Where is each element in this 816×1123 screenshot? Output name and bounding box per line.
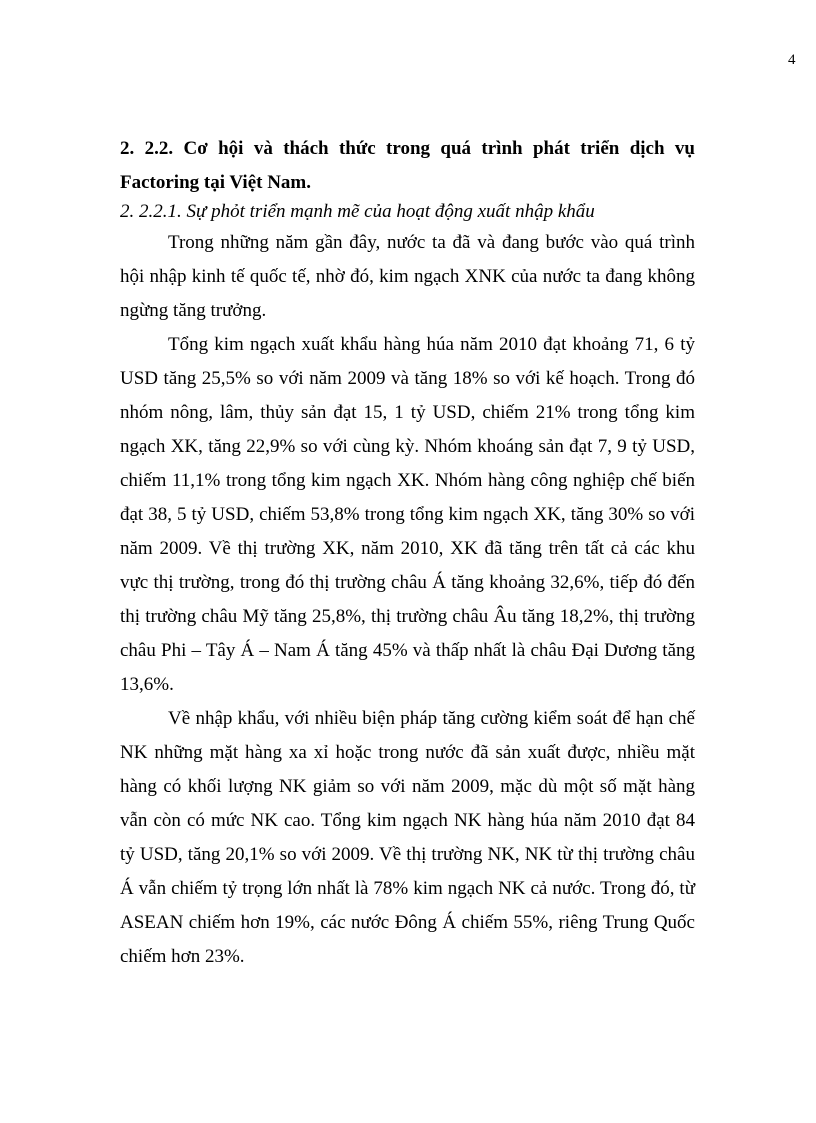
paragraph-imports: Về nhập khẩu, với nhiều biện pháp tăng cường kiểm soát để hạn chế NK những mặt hàng xa xỉ hoặc trong nước đã sản xuất được, nhiều mặt hàng có khối lượng NK giảm so với năm 2009, mặc dù một số mặt hàng vẫn còn có mức NK cao. Tổng kim ngạch NK hàng húa năm 2010 đạt 84 tỷ USD, tăng 20,1% so với 2009. Về thị trường NK, NK từ thị trường châu Á vẫn chiếm tỷ trọng lớn nhất là 78% kim ngạch NK cả nước. Trong đó, từ ASEAN chiếm hơn 19%, các nước Đông Á chiếm 55%, riêng Trung Quốc chiếm hơn 23%.: [120, 708, 695, 967]
paragraph-exports: Tổng kim ngạch xuất khẩu hàng húa năm 2010 đạt khoảng 71, 6 tỷ USD tăng 25,5% so với năm 2009 và tăng 18% so với kế hoạch. Trong đó nhóm nông, lâm, thủy sản đạt 15, 1 tỷ USD, chiếm 21% trong tổng kim ngạch XK, tăng 22,9% so với cùng kỳ. Nhóm khoáng sản đạt 7, 9 tỷ USD, chiếm 11,1% trong tổng kim ngạch XK. Nhóm hàng công nghiệp chế biến đạt 38, 5 tỷ USD, chiếm 53,8% trong tổng kim ngạch XK, tăng 30% so với năm 2009. Về thị trường XK, năm 2010, XK đã tăng trên tất cả các khu vực thị trường, trong đó thị trường châu Á tăng khoảng 32,6%, tiếp đó đến thị trường châu Mỹ tăng 25,8%, thị trường châu Âu tăng 18,2%, thị trường châu Phi – Tây Á – Nam Á tăng 45% và thấp nhất là châu Đại Dương tăng 13,6%.: [120, 334, 695, 695]
subsection-heading: 2. 2.2.1. Sự phỏt triển mạnh mẽ của hoạt động xuất nhập khẩu: [120, 201, 595, 222]
paragraph-integration: Trong những năm gần đây, nước ta đã và đang bước vào quá trình hội nhập kinh tế quốc tế, nhờ đó, kim ngạch XNK của nước ta đang không ngừng tăng trưởng.: [120, 232, 695, 321]
page-number: 4: [788, 52, 796, 68]
document-body: [120, 132, 695, 974]
section-heading: 2. 2.2. Cơ hội và thách thức trong quá trình phát triển dịch vụ Factoring tại Việt Nam.: [120, 138, 695, 193]
